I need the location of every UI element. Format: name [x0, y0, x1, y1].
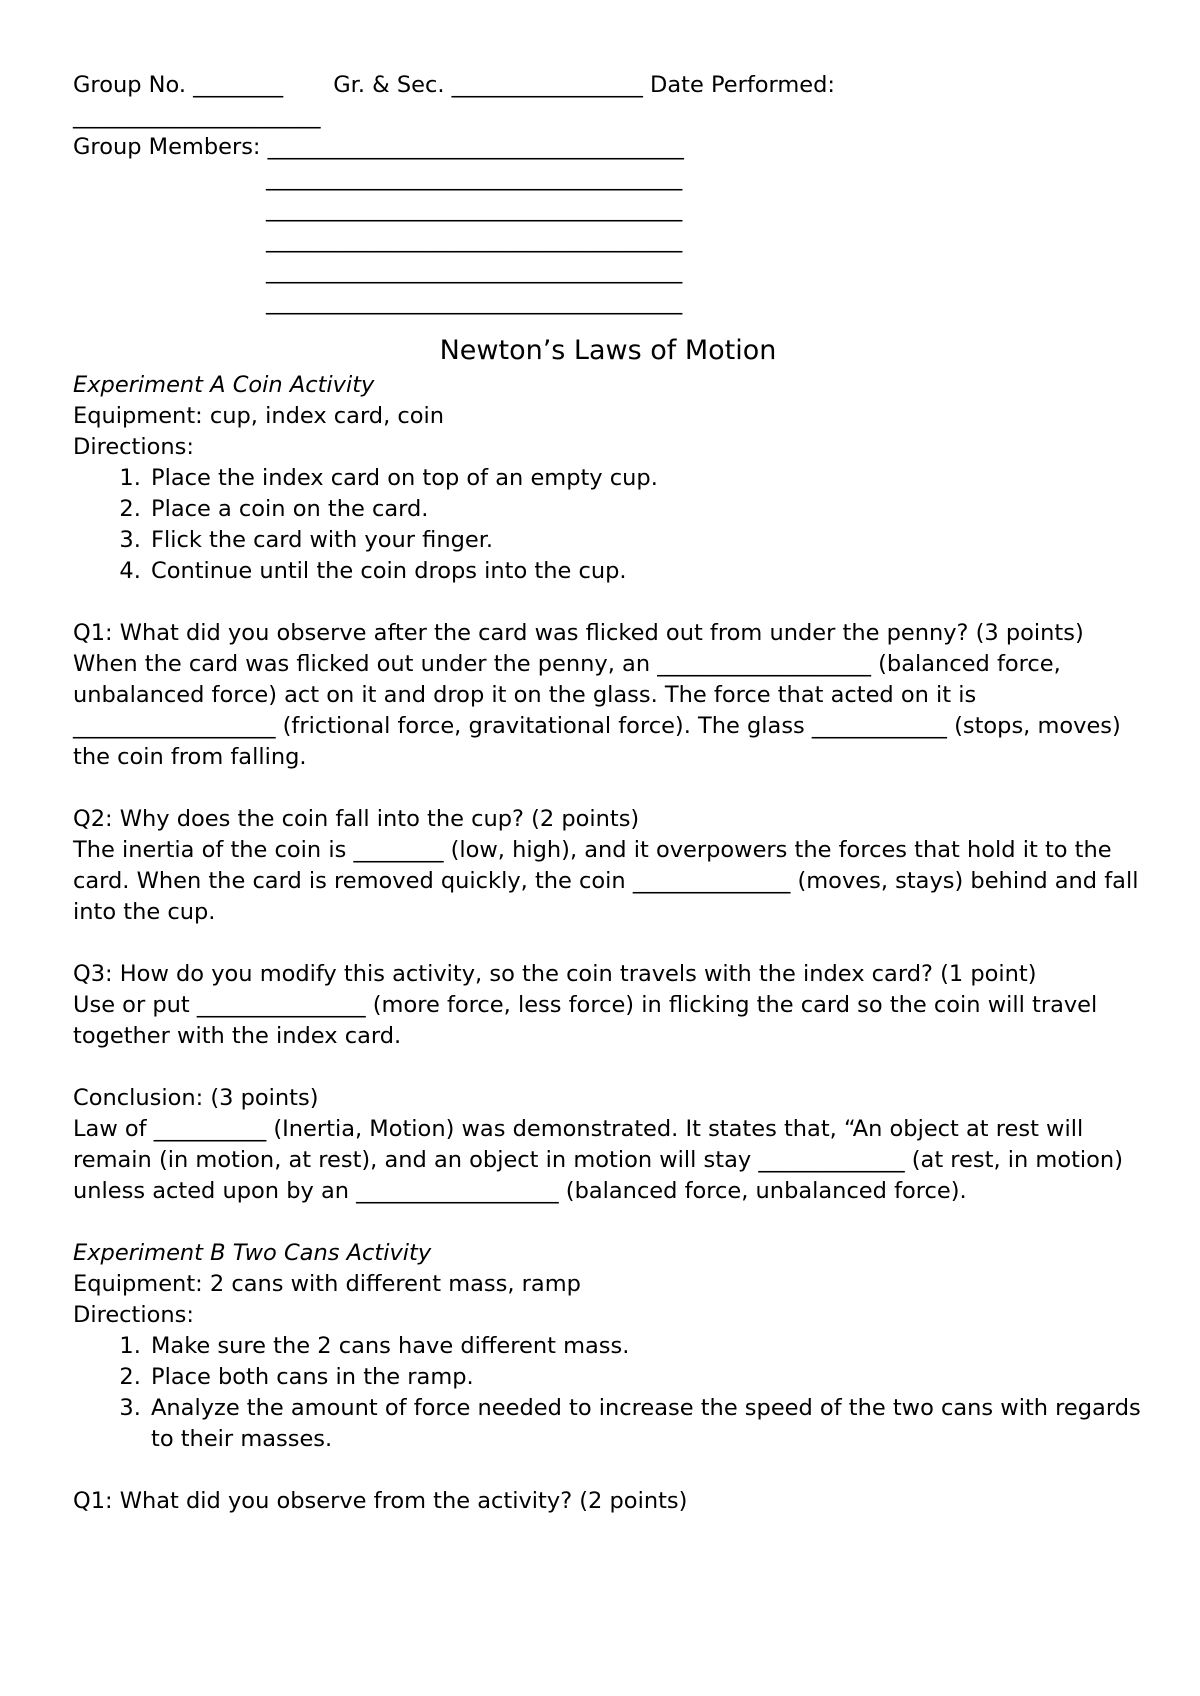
list-item: 3. Analyze the amount of force needed to increase the speed of the two cans with regards to their masses.	[148, 1393, 1143, 1455]
list-item: 3. Flick the card with your finger.	[148, 525, 1143, 556]
experiment-a-heading: Experiment A Coin Activity	[73, 372, 375, 398]
header-group-line: Group No. ________ Gr. & Sec. _________________ Date Performed:	[73, 72, 836, 98]
list-item: 2. Place a coin on the card.	[148, 494, 1143, 525]
list-item: 1. Place the index card on top of an empty cup.	[148, 463, 1143, 494]
list-item: 2. Place both cans in the ramp.	[148, 1362, 1143, 1393]
member-line: _____________________________________	[266, 227, 683, 253]
experiment-b-equipment: Equipment: 2 cans with different mass, ramp	[73, 1271, 581, 1297]
member-line: _____________________________________	[266, 289, 683, 315]
group-members-label: Group Members: _____________________________________	[73, 134, 684, 160]
experiment-a-directions-label: Directions:	[73, 434, 194, 460]
member-line: _____________________________________	[266, 258, 683, 284]
conclusion-label: Conclusion: (3 points)	[73, 1085, 319, 1111]
experiment-b-directions-label: Directions:	[73, 1302, 194, 1328]
list-item: 1. Make sure the 2 cans have different mass.	[148, 1331, 1143, 1362]
experiment-a-q2: Q2: Why does the coin fall into the cup? (2 points)	[73, 806, 640, 832]
experiment-a-a3: Use or put _______________ (more force, less force) in flicking the card so the coin will travel together with the index card.	[73, 992, 1098, 1049]
member-line: _____________________________________	[266, 165, 683, 191]
experiment-a-equipment: Equipment: cup, index card, coin	[73, 403, 445, 429]
list-item: 4. Continue until the coin drops into the cup.	[148, 556, 1143, 587]
conclusion-text: Law of __________ (Inertia, Motion) was demonstrated. It states that, “An object at rest will remain (in motion, at rest), and an object in motion will stay _____________ (at rest, in motion) unless acted upon by an __________________ (balanced force, unbalanced force).	[73, 1116, 1123, 1204]
experiment-b-steps	[73, 1331, 1143, 1455]
group-members-lines	[73, 163, 1143, 318]
member-line: _____________________________________	[266, 196, 683, 222]
experiment-a-a1: When the card was flicked out under the penny, an ___________________ (balanced force, unbalanced force) act on it and drop it on the glass. The force that acted on it is __________________ (frictional force, gravitational force). The glass ____________ (stops, moves) the coin from falling.	[73, 651, 1121, 770]
experiment-a-q1: Q1: What did you observe after the card was flicked out from under the penny? (3 points)	[73, 620, 1084, 646]
worksheet-page	[73, 70, 1143, 1517]
page-title: Newton’s Laws of Motion	[439, 335, 777, 366]
experiment-a-a2: The inertia of the coin is ________ (low, high), and it overpowers the forces that hold it to the card. When the card is removed quickly, the coin ______________ (moves, stays) behind and fall into the cup.	[73, 837, 1139, 925]
experiment-b-heading: Experiment B Two Cans Activity	[73, 1240, 432, 1266]
header-date-blank: ______________________	[73, 103, 321, 129]
experiment-b-q1: Q1: What did you observe from the activity? (2 points)	[73, 1488, 688, 1514]
experiment-a-steps	[73, 463, 1143, 587]
experiment-a-q3: Q3: How do you modify this activity, so the coin travels with the index card? (1 point)	[73, 961, 1037, 987]
